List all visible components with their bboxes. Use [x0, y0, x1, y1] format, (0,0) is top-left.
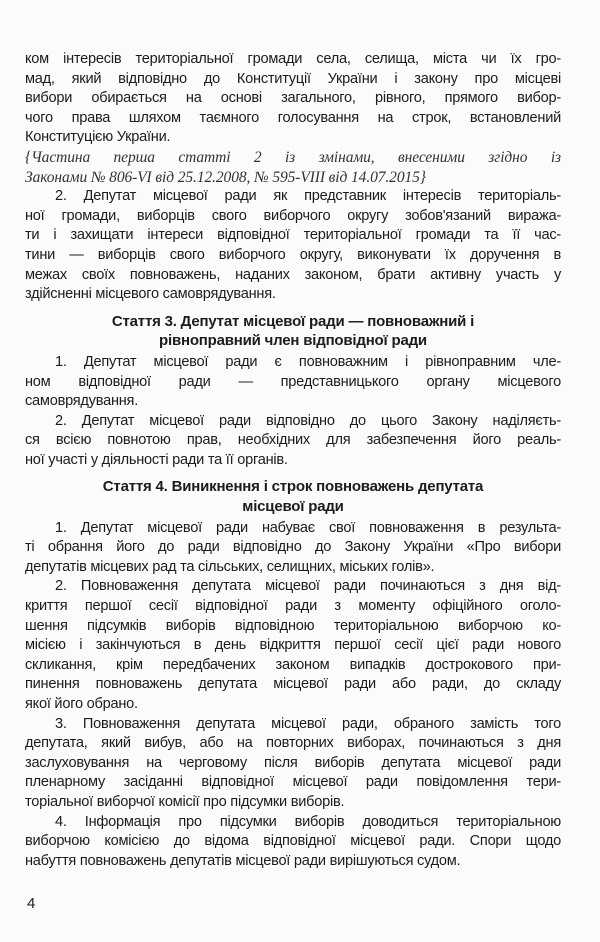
text-line: скликання, крім передбачених законом випадків дострокового при- [25, 656, 561, 673]
text-line: місією і закінчуються в день відкриття першої сесії цієї ради нового [25, 637, 561, 654]
text-line: чого права шляхом таємного голосування на строк, встановлений [25, 109, 561, 126]
text-line: ком інтересів територіальної громади села, селища, міста чи їх гро- [25, 51, 561, 67]
text-line: виборчою комісією до відома відповідної місцевої ради. Спори щодо [25, 833, 561, 850]
paragraph [25, 715, 561, 813]
amendment-note [25, 148, 561, 187]
text-line: місцевої ради [242, 498, 344, 516]
paragraph [25, 187, 561, 305]
text-line: Законами № 806-VI від 25.12.2008, № 595-VIII від 14.07.2015} [25, 168, 426, 186]
text-line: ти і захищати інтереси відповідної територіальної громади та її час- [25, 227, 561, 244]
text-line: 3. Повноваження депутата місцевої ради, обраного замість того [55, 715, 561, 732]
text-line: {Частина перша статті 2 із змінами, внесеними згідно із [25, 148, 561, 166]
text-line: самоврядування. [25, 393, 139, 410]
paragraph [25, 813, 561, 872]
text-line: ної громади, виборців свого виборчого округу зобов'язаний виража- [25, 207, 561, 224]
text-line: шення підсумків виборів відповідною територіальною виборчою ко- [25, 617, 561, 634]
text-line: ном відповідної ради — представницького органу місцевого [25, 373, 561, 390]
text-line: Конституцією України. [25, 129, 171, 146]
text-line: вибори обирається на основі загального, рівного, прямого вибор- [25, 90, 561, 107]
text-line: 4. Інформація про підсумки виборів доводиться територіальною [55, 813, 561, 830]
text-line: якої його обрано. [25, 696, 138, 712]
paragraph [25, 353, 561, 412]
paragraph [25, 519, 561, 578]
text-line: 1. Депутат місцевої ради є повноважним і рівноправним чле- [55, 353, 561, 370]
article-heading [25, 312, 561, 351]
text-line: заслуховування на черговому після виборів депутата місцевої ради [25, 754, 561, 771]
text-line: здійсненні місцевого самоврядування. [25, 286, 276, 303]
text-line: 2. Повноваження депутата місцевої ради починаються з дня від- [55, 578, 561, 595]
text-line: депутатів місцевих рад та сільських, селищних, міських голів». [25, 558, 435, 575]
text-line: ся всією повнотою прав, необхідних для забезпечення його реаль- [25, 432, 561, 449]
paragraph [25, 412, 561, 471]
text-line: депутата, який вибув, або на повторних виборах, починаються з дня [25, 735, 561, 752]
text-line: криття першої сесії відповідної ради з моменту офіційного оголо- [25, 598, 561, 615]
text-line: пинення повноважень депутата місцевої ради або ради, до складу [25, 676, 561, 693]
text-line: набуття повноважень депутатів місцевої ради вирішуються судом. [25, 852, 461, 869]
text-line: пленарному засіданні відповідної місцевої ради повідомлення тери- [25, 774, 561, 791]
text-line: 2. Депутат місцевої ради відповідно до цього Закону наділяєть- [55, 412, 561, 429]
text-line: ної участі у діяльності ради та її органів. [25, 451, 288, 468]
text-line: торіальної виборчої комісії про підсумки виборів. [25, 793, 345, 810]
article-heading [25, 477, 561, 516]
paragraph [25, 577, 561, 714]
text-line: межах своїх повноважень, наданих законом, брати активну участь у [25, 266, 561, 283]
text-line: 1. Депутат місцевої ради набуває свої повноваження в результа- [55, 519, 561, 536]
text-line: мад, який відповідно до Конституції України і закону про місцеві [25, 70, 561, 87]
text-line: Стаття 3. Депутат місцевої ради — повноважний і [111, 312, 475, 330]
text-line: тини — виборців свого виборчого округу, виконувати їх доручення в [25, 246, 561, 263]
text-line: 2. Депутат місцевої ради як представник інтересів територіаль- [55, 188, 561, 205]
paragraph [25, 50, 561, 148]
document-page [25, 50, 561, 871]
text-line: ті обрання його до ради відповідно до Закону України «Про вибори [25, 539, 561, 556]
page-number: 4 [27, 895, 36, 912]
text-line: рівноправний член відповідної ради [159, 332, 427, 350]
text-line: Стаття 4. Виникнення і строк повноважень депутата [102, 478, 484, 496]
